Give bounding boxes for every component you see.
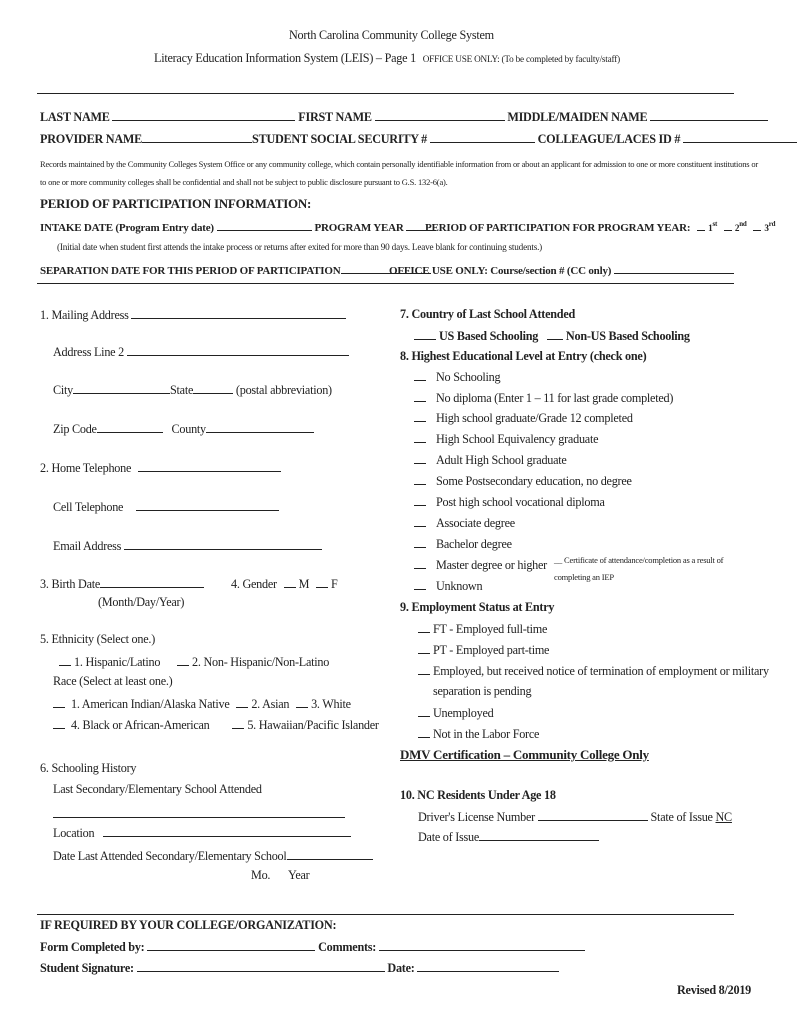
edu-item: Master degree or higher (414, 557, 547, 572)
emp-check[interactable] (418, 621, 430, 633)
emp-item: Employed, but received notice of termination of employment or military (418, 663, 769, 678)
race-options-2: 4. Black or African-American 5. Hawaiian/Pacific Islander (53, 717, 379, 732)
edu-item: Associate degree (414, 515, 515, 530)
birth-date-field[interactable] (100, 576, 204, 588)
ethnicity-row (40, 632, 155, 646)
country-options: US Based Schooling Non-US Based Schooling (414, 328, 690, 343)
cert-note-line-1[interactable]: __ Certificate of attendance/completion as a result of (554, 555, 724, 565)
header-subtitle: Literacy Education Information System (LEIS) – Page 1 OFFICE USE ONLY: (To be completed by faculty/staff) (154, 51, 620, 65)
gender-m-check[interactable] (284, 576, 296, 588)
edu-check[interactable] (414, 494, 426, 506)
provider-name-field[interactable] (142, 131, 252, 143)
date-issue-field[interactable] (479, 829, 599, 841)
address-line-2-field[interactable] (127, 344, 349, 356)
name-row (40, 109, 768, 124)
race-options-1: 1. American Indian/Alaska Native 2. Asian 3. White (53, 696, 351, 711)
county-field[interactable] (206, 421, 314, 433)
period-row: PERIOD OF PARTICIPATION FOR PROGRAM YEAR: 1st 2nd 3rd (425, 219, 776, 234)
divider (37, 283, 734, 284)
mo-label: Mo. (251, 868, 271, 882)
mdy-note: (Month/Day/Year) (98, 595, 185, 609)
location-field[interactable] (103, 825, 351, 837)
email-field[interactable] (124, 538, 322, 550)
non-us-schooling-check[interactable] (547, 328, 563, 340)
office-course-label: OFFICE USE ONLY: Course/section # (CC only) (389, 265, 612, 277)
first-name-field[interactable] (375, 109, 505, 121)
edu-item: No Schooling (414, 369, 500, 384)
ssn-label: STUDENT SOCIAL SECURITY # (252, 132, 427, 146)
city-field[interactable] (73, 382, 170, 394)
mailing-address-row (40, 307, 346, 322)
edu-check[interactable] (414, 369, 426, 381)
laces-id-field[interactable] (683, 131, 797, 143)
date-label: Date: (387, 961, 415, 975)
date-last-label: Date Last Attended Secondary/Elementary School (53, 849, 287, 863)
intake-row (40, 219, 436, 234)
zip-field[interactable] (97, 421, 163, 433)
race-row (53, 674, 172, 688)
edu-item: High School Equivalency graduate (414, 431, 598, 446)
intake-date-label: INTAKE DATE (Program Entry date) (40, 222, 214, 234)
office-use-note: OFFICE USE ONLY: (To be completed by faculty/staff) (422, 54, 620, 64)
period-1-check[interactable] (697, 219, 705, 231)
emp-check[interactable] (418, 705, 430, 717)
hispanic-option: 1. Hispanic/Latino 2. Non- Hispanic/Non-Latino (59, 654, 329, 669)
email-label: Email Address (53, 539, 122, 553)
emp-item: Not in the Labor Force (418, 726, 539, 741)
last-school-row (53, 806, 345, 821)
edu-label: 8. Highest Educational Level at Entry (check one) (400, 349, 647, 363)
period-heading: PERIOD OF PARTICIPATION INFORMATION: (40, 196, 312, 211)
home-phone-field[interactable] (138, 460, 281, 472)
mailing-address-label: 1. Mailing Address (40, 308, 129, 322)
date-issue-label: Date of Issue (418, 830, 480, 844)
edu-check[interactable] (414, 410, 426, 422)
date-last-row (53, 848, 373, 863)
period-2-check[interactable] (724, 219, 732, 231)
comments-field[interactable] (379, 939, 585, 951)
us-schooling-check[interactable] (414, 328, 436, 340)
first-name-label: FIRST NAME (298, 110, 372, 124)
emp-check[interactable] (418, 726, 430, 738)
date-last-field[interactable] (287, 848, 373, 860)
county-label: County (171, 422, 206, 436)
birth-date-label: 3. Birth Date (40, 577, 101, 591)
comments-label: Comments: (318, 940, 377, 954)
race-note: (Select at least one.) (79, 674, 173, 688)
birth-date-row (40, 576, 204, 591)
program-year-label: PROGRAM YEAR (314, 222, 404, 234)
revised-note: Revised 8/2019 (677, 983, 752, 997)
city-label: City (53, 383, 73, 397)
cell-phone-row (53, 499, 279, 514)
signature-field[interactable] (137, 960, 385, 972)
emp-label: 9. Employment Status at Entry (400, 600, 555, 614)
license-row (418, 809, 740, 824)
address-line-2-label: Address Line 2 (53, 345, 124, 359)
last-name-label: LAST NAME (40, 110, 110, 124)
year-label: Year (288, 868, 310, 882)
edu-check[interactable] (414, 473, 426, 485)
edu-item: Unknown (414, 578, 482, 593)
last-name-field[interactable] (112, 109, 295, 121)
emp-item: PT - Employed part-time (418, 642, 549, 657)
edu-item: Some Postsecondary education, no degree (414, 473, 632, 488)
separation-date-label: SEPARATION DATE FOR THIS PERIOD OF PARTICIPATION (40, 265, 341, 277)
date-issue-row (418, 829, 599, 844)
country-label: 7. Country of Last School Attended (400, 307, 576, 321)
last-school-label: Last Secondary/Elementary School Attended (53, 782, 262, 796)
emp-item: FT - Employed full-time (418, 621, 547, 636)
edu-item: No diploma (Enter 1 – 11 for last grade completed) (414, 390, 673, 405)
race-4-check[interactable] (53, 717, 65, 729)
edu-check[interactable] (414, 515, 426, 527)
edu-item: Post high school vocational diploma (414, 494, 605, 509)
location-row (53, 825, 351, 840)
cell-phone-field[interactable] (136, 499, 279, 511)
hispanic-check[interactable] (59, 654, 71, 666)
license-field[interactable] (538, 809, 648, 821)
form-completed-label: Form Completed by: (40, 940, 145, 954)
email-row (53, 538, 322, 553)
gender-row: 4. Gender M F (231, 577, 338, 591)
office-course-field[interactable] (614, 262, 734, 274)
state-issue-value[interactable]: NC (715, 810, 732, 824)
gender-label: 4. Gender (231, 577, 277, 591)
non-hispanic-check[interactable] (177, 654, 189, 666)
middle-name-field[interactable] (650, 109, 768, 121)
edu-item: High school graduate/Grade 12 completed (414, 410, 633, 425)
if-required-heading: IF REQUIRED BY YOUR COLLEGE/ORGANIZATION: (40, 918, 337, 932)
race-3-check[interactable] (296, 696, 308, 708)
address-line-2-row (53, 344, 349, 359)
emp-check[interactable] (418, 663, 430, 675)
edu-check[interactable] (414, 536, 426, 548)
race-label: Race (53, 674, 77, 688)
divider (37, 93, 734, 94)
middle-name-label: MIDDLE/MAIDEN NAME (507, 110, 648, 124)
edu-item: Bachelor degree (414, 536, 512, 551)
edu-check[interactable] (414, 452, 426, 464)
form-completed-field[interactable] (147, 939, 315, 951)
home-phone-label: 2. Home Telephone (40, 461, 132, 475)
office-course-row (389, 262, 734, 277)
period-label: PERIOD OF PARTICIPATION FOR PROGRAM YEAR: (425, 222, 691, 234)
gender-f-check[interactable] (316, 576, 328, 588)
signature-row (40, 960, 559, 975)
form-completed-row (40, 939, 585, 954)
state-label: State (170, 383, 194, 397)
provider-row (40, 131, 797, 146)
ethnicity-note: (Select one.) (96, 632, 156, 646)
cell-phone-label: Cell Telephone (53, 500, 124, 514)
disclaimer-line-2: to one or more community colleges shall be confidential and shall not be subject to public disclosure pursuant to G.S. 132-6(a). (40, 177, 448, 187)
divider (37, 914, 734, 915)
last-school-field[interactable] (53, 806, 345, 818)
home-phone-row (40, 460, 281, 475)
race-2-check[interactable] (236, 696, 248, 708)
nc-residents-label: 10. NC Residents Under Age 18 (400, 788, 556, 802)
edu-item: Adult High School graduate (414, 452, 567, 467)
header-title: North Carolina Community College System (289, 28, 494, 42)
provider-name-label: PROVIDER NAME (40, 132, 143, 146)
edu-check[interactable] (414, 578, 426, 590)
separation-row (40, 262, 431, 277)
period-3-check[interactable] (753, 219, 761, 231)
date-field[interactable] (417, 960, 559, 972)
state-field[interactable] (193, 382, 233, 394)
postal-abbrev-note: (postal abbreviation) (235, 383, 332, 397)
ssn-field[interactable] (430, 131, 535, 143)
edu-check[interactable] (414, 390, 426, 402)
emp-item: Unemployed (418, 705, 493, 720)
zip-label: Zip Code (53, 422, 97, 436)
state-issue-label: State of Issue (650, 810, 713, 824)
ethnicity-label: 5. Ethnicity (40, 632, 94, 646)
edu-check[interactable] (414, 431, 426, 443)
race-5-check[interactable] (232, 717, 244, 729)
mailing-address-field[interactable] (131, 307, 346, 319)
edu-check[interactable] (414, 557, 426, 569)
cert-note-line-2: completing an IEP (554, 572, 614, 582)
intake-date-field[interactable] (217, 219, 312, 231)
zip-row (53, 421, 314, 436)
race-1-check[interactable] (53, 696, 65, 708)
intake-note: (Initial date when student first attends the intake process or returns after exited for more than 90 days. Leave blank for continuing students.) (57, 242, 543, 252)
emp-item-cont: separation is pending (433, 684, 532, 698)
dmv-heading: DMV Certification – Community College Only (400, 747, 649, 762)
schooling-history-label: 6. Schooling History (40, 761, 137, 775)
signature-label: Student Signature: (40, 961, 134, 975)
location-label: Location (53, 826, 95, 840)
license-label: Driver's License Number (418, 810, 535, 824)
disclaimer-line-1: Records maintained by the Community Colleges System Office or any community college, which contain personally identifiable information from or about an applicant for admission to one or more constituent institutions or (40, 159, 759, 169)
emp-check[interactable] (418, 642, 430, 654)
city-row (53, 382, 332, 397)
laces-id-label: COLLEAGUE/LACES ID # (537, 132, 681, 146)
